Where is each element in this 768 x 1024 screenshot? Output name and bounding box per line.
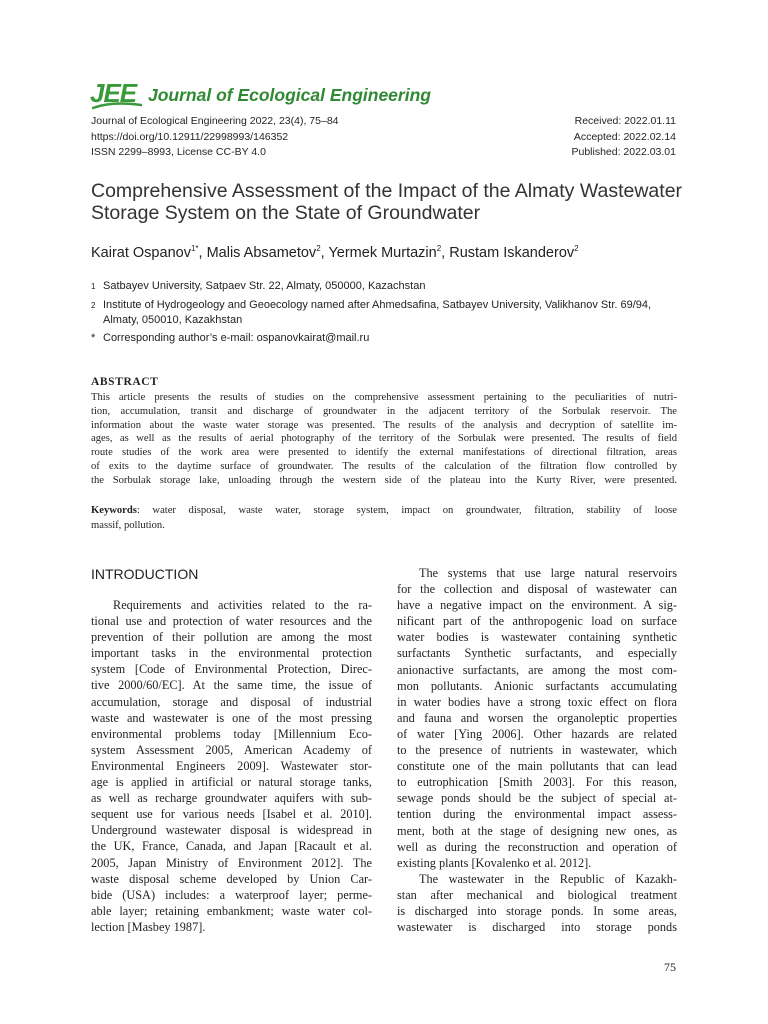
author-affiliation-mark: 2 <box>436 244 442 254</box>
author-affiliation-mark: 2 <box>316 244 321 254</box>
citation: Journal of Ecological Engineering 2022, 23(4), 75–84 <box>91 115 339 127</box>
body-line: of water [Ying 2006]. Other hazards are related <box>397 726 677 741</box>
body-line: system [Code of Environmental Protection, Direc- <box>91 662 372 677</box>
body-line: system Assessment 2005, American Academy of <box>91 742 372 757</box>
abstract-line: tion, accumulation, transit and discharge of groundwater in the adjacent territory of the Sorbulak reservoir. The <box>91 405 677 417</box>
affiliation-text: Corresponding author’s e-mail: ospanovkairat@mail.ru <box>103 332 370 344</box>
section-heading: INTRODUCTION <box>91 566 199 582</box>
body-line: water bodies is wastewater containing synthetic <box>397 630 677 645</box>
affiliation-item <box>91 331 681 346</box>
page-number: 75 <box>664 960 676 974</box>
received-date: Received: 2022.01.11 <box>574 115 676 127</box>
body-line: stan after mechanical and biological treatment <box>397 887 677 902</box>
author-name: Yermek Murtazin <box>328 245 437 261</box>
author-affiliation-mark: 2 <box>574 244 579 254</box>
body-line: in water bodies have a strong toxic effect on flora <box>397 694 677 709</box>
body-column-left <box>91 597 372 935</box>
keywords-label: Keywords <box>91 505 137 516</box>
body-line: for the collection and disposal of wastewater can <box>397 582 677 597</box>
body-line: existing plants [Kovalenko et al. 2012]. <box>397 855 592 870</box>
body-line: to eutrophication [Smith 2003]. For this reason, <box>397 775 677 790</box>
body-line: The systems that use large natural reservoirs <box>419 566 677 580</box>
body-line: accumulation, storage and disposal of industrial <box>91 694 372 709</box>
body-line: and fauna and worsen the organoleptic properties <box>397 710 677 725</box>
body-line: the UK, France, Canada, and Japan [Racault et al. <box>91 839 372 854</box>
body-line: ment, both at the stage of designing new ones, as <box>397 823 677 838</box>
abstract-line: ages, as well as the results of aerial photography of the territory of the Sorbulak were presented. The results of field <box>91 433 677 445</box>
body-line: mon pollutants. Anionic surfactants accumulating <box>397 678 677 693</box>
logo-text: JEE <box>90 78 137 108</box>
issn-license: ISSN 2299–8993, License CC-BY 4.0 <box>91 146 266 158</box>
body-line: environmental problems today [Millennium Eco- <box>91 726 372 741</box>
author-name: Kairat Ospanov <box>91 245 191 261</box>
journal-logo <box>90 74 431 110</box>
body-line: tive 2000/60/EC]. At the same time, the issue of <box>91 678 372 693</box>
body-line: sequent use for various needs [Isabel et al. 2010]. <box>91 807 372 822</box>
body-line: waste and wastewater is one of the most pressing <box>91 710 372 725</box>
body-line: able layer; retaining embankment; waste water col- <box>91 903 372 918</box>
body-line: wastewater is discharged into storage ponds <box>397 920 677 935</box>
abstract-line: route studies of the work area were presented to identify the external manifestations of directional filtration, areas <box>91 447 677 459</box>
keywords-text: massif, pollution. <box>91 519 165 531</box>
body-line: constitute one of the main pollutants that can lead <box>397 759 677 774</box>
published-date: Published: 2022.03.01 <box>571 146 676 158</box>
affiliation-item <box>91 279 681 294</box>
body-line: bide (USA) includes: a waterproof layer; perme- <box>91 887 372 902</box>
doi-link[interactable]: https://doi.org/10.12911/22998993/146352 <box>91 131 289 143</box>
affiliation-text: Institute of Hydrogeology and Geoecology named after Ahmedsafina, Satbayev University, Valikhanov Str. 69/94, Almaty, 050010, Kazakhstan <box>103 299 652 326</box>
author-name: Malis Absametov <box>206 245 317 261</box>
abstract-heading: ABSTRACT <box>91 376 159 388</box>
affiliation-mark: 1 <box>91 282 96 291</box>
logo-swoosh-icon <box>92 102 142 110</box>
body-line: is discharged into storage ponds. In some areas, <box>397 903 677 918</box>
body-line: tional use and protection of water resources and the <box>91 614 372 629</box>
abstract-line: information about the waste water storage was presented. The results of the analysis and decryption of satellite im- <box>91 419 677 431</box>
accepted-date: Accepted: 2022.02.14 <box>573 131 676 143</box>
body-line: Environmental Engineers 2009]. Wastewater stor- <box>91 758 372 773</box>
author-affiliation-mark: 1* <box>190 244 199 254</box>
body-line: important tasks in the environmental protection <box>91 646 372 661</box>
body-line: 2005, Japan Ministry of Environment 2012]. The <box>91 855 372 870</box>
body-column-right <box>397 565 677 935</box>
body-line: tention during the environmental impact assess- <box>397 807 677 822</box>
body-line: have a negative impact on the environment. A sig- <box>397 598 677 613</box>
affiliation-mark: 2 <box>91 301 96 310</box>
body-line: waste disposal scheme developed by Union Car- <box>91 871 372 886</box>
jee-logo-mark <box>90 76 144 110</box>
author-list: Kairat Ospanov$^{1*}$, Malis Absametov$^2$, Yermek Murtazin$^2$, Rustam Iskanderov$^2$ <box>91 244 579 261</box>
body-line: to the presence of nutrients in wastewater, which <box>397 743 677 758</box>
affiliation-mark: * <box>91 332 96 344</box>
keywords-text: : water disposal, waste water, storage system, impact on groundwater, filtration, stability of loose <box>136 505 677 516</box>
body-line: anionactive surfactants, are among the most com- <box>397 662 677 677</box>
body-line: Underground wastewater disposal is widespread in <box>91 823 372 838</box>
body-line: Requirements and activities related to the ra- <box>113 598 372 612</box>
body-line: prevention of their pollution are among the most <box>91 630 372 645</box>
body-line: The wastewater in the Republic of Kazakh- <box>419 871 677 886</box>
body-line: nificant part of the anthropogenic load on surface <box>397 614 677 629</box>
body-line: as well as recharge groundwater aquifers with sub- <box>91 791 372 806</box>
journal-name: Journal of Ecological Engineering <box>148 85 431 105</box>
affiliation-item <box>91 298 681 328</box>
body-line: well as during the reconstruction and operation of <box>397 839 677 854</box>
author-name: Rustam Iskanderov <box>449 245 575 261</box>
body-line: sewage ponds should be the subject of special at- <box>397 791 677 806</box>
body-line: surfactants Synthetic surfactants, and especially <box>397 646 677 661</box>
abstract-line: of exits to the daytime surface of groundwater. The results of the calculation of the filtration flow controlled by <box>91 460 677 472</box>
article-title: Comprehensive Assessment of the Impact of the Almaty Wastewater Storage System on the State of Groundwater <box>91 180 683 224</box>
body-line: age is applied in artificial or natural storage tanks, <box>91 775 372 790</box>
keywords <box>91 504 677 533</box>
abstract-line: This article presents the results of studies on the comprehensive assessment pertaining to the peculiarities of nutri- <box>91 392 677 403</box>
abstract-body <box>91 391 677 488</box>
body-line: lection [Masbey 1987]. <box>91 919 206 934</box>
affiliation-text: Satbayev University, Satpaev Str. 22, Almaty, 050000, Kazachstan <box>103 280 426 292</box>
abstract-line: the Sorbulak storage lake, unloading through the western side of the plateau into the Kurty River, were presented. <box>91 474 677 486</box>
